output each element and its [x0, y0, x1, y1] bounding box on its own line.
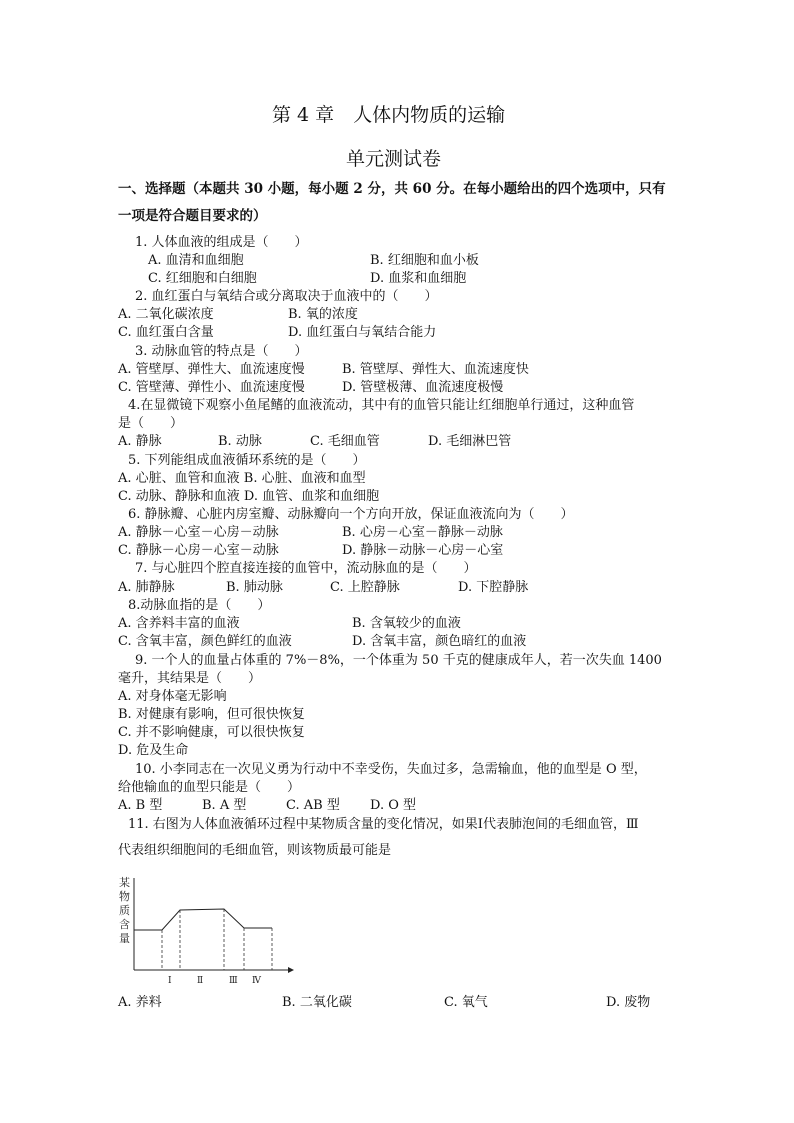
q9-option-b: B. 对健康有影响，但可很快恢复 — [118, 707, 305, 722]
q1-option-c: C. 红细胞和白细胞 — [148, 271, 257, 286]
q4-stem-line1: 4.在显微镜下观察小鱼尾鳍的血液流动，其中有的血管只能让红细胞单行通过，这种血管 — [128, 398, 635, 413]
segment-label-3: Ⅲ — [229, 976, 238, 986]
content-curve — [134, 909, 272, 930]
section-heading-line1: 一、选择题（本题共 30 小题，每小题 2 分，共 60 分。在每小题给出的四个选项中，只有 — [118, 181, 666, 197]
q3-stem: 3. 动脉血管的特点是（ ） — [135, 344, 308, 359]
q1-option-b: B. 红细胞和血小板 — [370, 253, 479, 268]
q5-options-cd: C. 动脉、静脉和血液 D. 血管、血浆和血细胞 — [118, 489, 380, 504]
q6-option-a: A. 静脉－心室－心房－动脉 — [118, 525, 279, 540]
q9-option-a: A. 对身体毫无影响 — [118, 689, 227, 704]
q2-option-a: A. 二氧化碳浓度 — [118, 307, 214, 322]
q2-option-b: B. 氧的浓度 — [288, 307, 358, 322]
q10-stem-line1: 10. 小李同志在一次见义勇为行动中不幸受伤，失血过多，急需输血，他的血型是 O 型， — [135, 762, 647, 777]
q3-option-a: A. 管壁厚、弹性大、血流速度慢 — [118, 362, 305, 377]
segment-dashes — [162, 909, 272, 970]
q9-stem-line1: 9. 一个人的血量占体重的 7%－8%，一个体重为 50 千克的健康成年人，若一次失血 1400 — [135, 653, 662, 668]
q7-option-a: A. 肺静脉 — [118, 580, 175, 595]
segment-label-4: Ⅳ — [252, 976, 261, 986]
page-title: 第 4 章 人体内物质的运输 — [272, 104, 506, 126]
q4-option-d: D. 毛细淋巴管 — [428, 434, 512, 449]
q6-option-b: B. 心房－心室－静脉－动脉 — [342, 525, 503, 540]
q7-option-b: B. 肺动脉 — [226, 580, 283, 595]
q4-option-b: B. 动脉 — [218, 434, 262, 449]
q8-stem: 8.动脉血指的是（ ） — [128, 598, 271, 613]
q6-stem: 6. 静脉瓣、心脏内房室瓣、动脉瓣向一个方向开放，保证血液流向为（ ） — [128, 507, 574, 522]
q11-option-b: B. 二氧化碳 — [282, 995, 352, 1010]
q9-option-d: D. 危及生命 — [118, 743, 189, 758]
q1-option-d: D. 血浆和血细胞 — [370, 271, 467, 286]
q1-stem: 1. 人体血液的组成是（ ） — [135, 235, 308, 250]
q11-option-d: D. 废物 — [606, 995, 651, 1010]
q9-option-c: C. 并不影响健康，可以很快恢复 — [118, 725, 305, 740]
q10-option-b: B. A 型 — [202, 798, 247, 813]
segment-label-1: Ⅰ — [168, 976, 172, 986]
q11-option-c: C. 氧气 — [444, 995, 488, 1010]
q11-stem-line1: 11. 右图为人体血液循环过程中某物质含量的变化情况，如果Ⅰ代表肺泡间的毛细血管，Ⅲ — [128, 817, 639, 832]
q2-option-d: D. 血红蛋白与氧结合能力 — [288, 325, 437, 340]
q1-option-a: A. 血清和血细胞 — [148, 253, 244, 268]
q2-stem: 2. 血红蛋白与氧结合或分离取决于血液中的（ ） — [135, 289, 438, 304]
q9-stem-line2: 毫升，其结果是（ ） — [118, 671, 262, 686]
q8-option-a: A. 含养料丰富的血液 — [118, 616, 240, 631]
q11-stem-line2: 代表组织细胞间的毛细血管，则该物质最可能是 — [118, 843, 392, 858]
section-heading-line2: 一项是符合题目要求的） — [118, 208, 267, 224]
y-label-char: 量 — [119, 932, 130, 945]
y-label-char: 某 — [119, 876, 130, 889]
page-subtitle: 单元测试卷 — [346, 148, 442, 170]
q6-option-c: C. 静脉－心房－心室－动脉 — [118, 543, 279, 558]
q11-option-a: A. 养料 — [118, 995, 162, 1010]
q7-option-d: D. 下腔静脉 — [458, 580, 529, 595]
q10-stem-line2: 给他输血的血型只能是（ ） — [118, 780, 301, 795]
q6-option-d: D. 静脉－动脉－心房－心室 — [342, 543, 504, 558]
segment-label-2: Ⅱ — [197, 976, 204, 986]
q3-option-c: C. 管壁薄、弹性小、血流速度慢 — [118, 380, 305, 395]
q8-option-c: C. 含氧丰富，颜色鲜红的血液 — [118, 634, 292, 649]
q4-option-c: C. 毛细血管 — [310, 434, 380, 449]
substance-content-graph — [116, 872, 298, 990]
q7-stem: 7. 与心脏四个腔直接连接的血管中，流动脉血的是（ ） — [135, 561, 477, 576]
x-axis-arrow — [288, 967, 294, 973]
q8-option-d: D. 含氧丰富，颜色暗红的血液 — [352, 634, 527, 649]
graph-y-label — [119, 875, 130, 945]
y-label-char: 质 — [119, 904, 130, 917]
q5-stem: 5. 下列能组成血液循环系统的是（ ） — [128, 453, 366, 468]
q10-option-d: D. O 型 — [370, 798, 417, 813]
q8-option-b: B. 含氧较少的血液 — [352, 616, 461, 631]
q2-option-c: C. 血红蛋白含量 — [118, 325, 214, 340]
y-label-char: 含 — [119, 918, 130, 931]
q4-stem-line2: 是（ ） — [118, 416, 184, 431]
q7-option-c: C. 上腔静脉 — [330, 580, 400, 595]
q3-option-d: D. 管壁极薄、血流速度极慢 — [342, 380, 504, 395]
q10-option-a: A. B 型 — [118, 798, 163, 813]
q3-option-b: B. 管壁厚、弹性大、血流速度快 — [342, 362, 529, 377]
q10-option-c: C. AB 型 — [286, 798, 340, 813]
q5-options-ab: A. 心脏、血管和血液 B. 心脏、血液和血型 — [118, 471, 366, 486]
q4-option-a: A. 静脉 — [118, 434, 162, 449]
y-label-char: 物 — [119, 890, 130, 903]
